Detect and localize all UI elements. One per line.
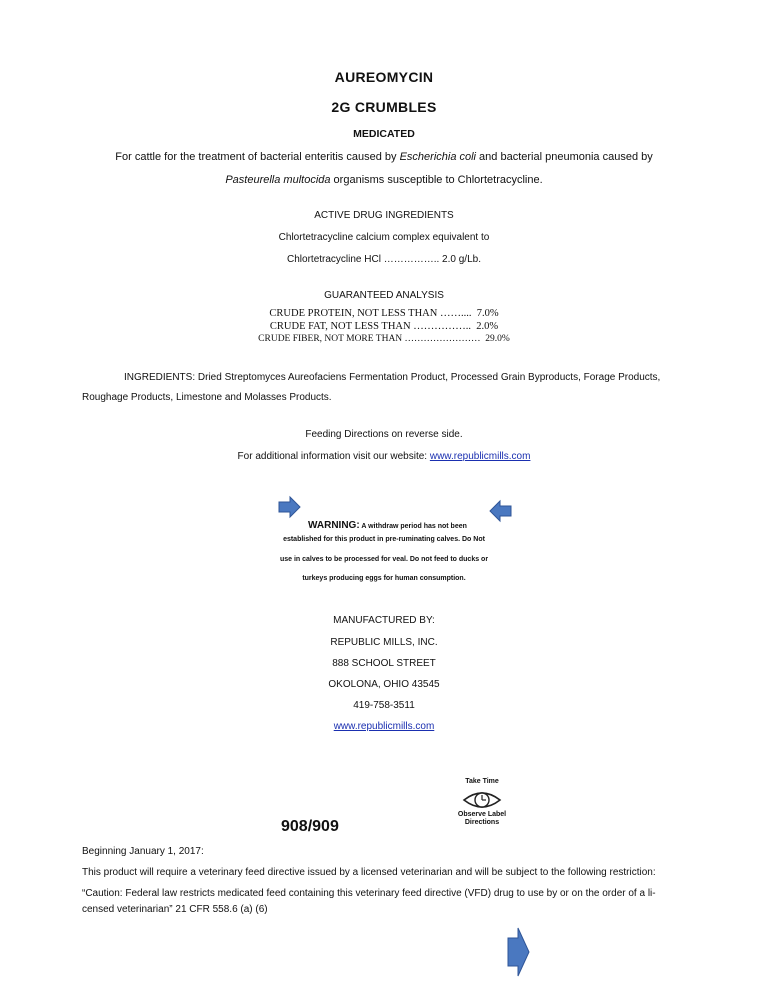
warning-line-4: turkeys producing eggs for human consumption. xyxy=(302,575,466,582)
vfd-line-3: “Caution: Federal law restricts medicated feed containing this veterinary feed directive (VFD) drug to use by or on the order of a li- xyxy=(82,888,656,899)
warning-line-2: established for this product in pre-ruminating calves. Do Not xyxy=(283,536,485,543)
description-line-1 xyxy=(0,151,768,163)
warning-line-1 xyxy=(308,515,467,533)
organism-name: Escherichia coli xyxy=(399,151,476,163)
warning-text: A withdraw period has not been xyxy=(359,523,467,530)
vfd-line-2: This product will require a veterinary feed directive issued by a licensed veterinarian and will be subject to the following restriction: xyxy=(82,867,656,878)
analysis-heading: GUARANTEED ANALYSIS xyxy=(324,290,444,301)
medicated-label: MEDICATED xyxy=(353,128,415,140)
warning-label: WARNING: xyxy=(308,520,360,531)
manufacturer-city: OKOLONA, OHIO 43545 xyxy=(328,679,440,690)
ingredients-line-1: INGREDIENTS: Dried Streptomyces Aureofaciens Fermentation Product, Processed Grain Byproducts, Forage Products, xyxy=(124,372,661,383)
product-title: AUREOMYCIN xyxy=(334,69,434,85)
manufacturer-phone: 419-758-3511 xyxy=(353,700,415,711)
product-code: 908/909 xyxy=(281,818,339,835)
manufacturer-website-link[interactable] xyxy=(0,721,768,732)
manufacturer-street: 888 SCHOOL STREET xyxy=(332,658,436,669)
analysis-row-protein: CRUDE PROTEIN, NOT LESS THAN …….... 7.0% xyxy=(269,308,499,319)
analysis-row-fat: CRUDE FAT, NOT LESS THAN …………….. 2.0% xyxy=(269,321,499,332)
organism-name: Pasteurella multocida xyxy=(225,174,331,186)
warning-line-3: use in calves to be processed for veal. Do not feed to ducks or xyxy=(279,556,489,563)
manufacturer-heading: MANUFACTURED BY: xyxy=(333,615,435,626)
website-link[interactable]: www.republicmills.com xyxy=(429,451,531,462)
vfd-line-4: censed veterinarian” 21 CFR 558.6 (a) (6) xyxy=(82,904,268,915)
ingredients-line-2: Roughage Products, Limestone and Molasses Products. xyxy=(82,392,332,403)
feeding-directions: Feeding Directions on reverse side. xyxy=(305,429,463,440)
active-line-1: Chlortetracycline calcium complex equivalent to xyxy=(278,232,490,243)
badge-top-text: Take Time xyxy=(465,778,499,785)
right-arrow-icon xyxy=(279,497,301,517)
vfd-line-1: Beginning January 1, 2017: xyxy=(82,846,204,857)
description-line-2 xyxy=(0,174,768,186)
product-subtitle: 2G CRUMBLES xyxy=(331,99,437,115)
description-text: For cattle for the treatment of bacterial enteritis caused by xyxy=(115,151,400,163)
active-heading: ACTIVE DRUG INGREDIENTS xyxy=(314,210,454,221)
right-arrow-icon[interactable] xyxy=(508,928,530,976)
manufacturer-website[interactable]: www.republicmills.com xyxy=(333,721,435,732)
eye-clock-icon xyxy=(462,789,502,811)
left-arrow-icon xyxy=(490,501,512,521)
badge-bottom-text-1: Observe Label xyxy=(457,811,507,818)
analysis-row-fiber: CRUDE FIBER, NOT MORE THAN …………………… 29.0% xyxy=(258,334,510,344)
active-line-2: Chlortetracycline HCl …………….. 2.0 g/Lb. xyxy=(287,254,481,265)
manufacturer-name: REPUBLIC MILLS, INC. xyxy=(330,637,438,648)
description-text: organisms susceptible to Chlortetracycline. xyxy=(330,174,543,186)
description-text: and bacterial pneumonia caused by xyxy=(476,151,653,163)
badge-bottom-text-2: Directions xyxy=(464,819,500,826)
additional-info-line xyxy=(0,451,768,462)
additional-info-text: For additional information visit our website: xyxy=(237,451,430,462)
